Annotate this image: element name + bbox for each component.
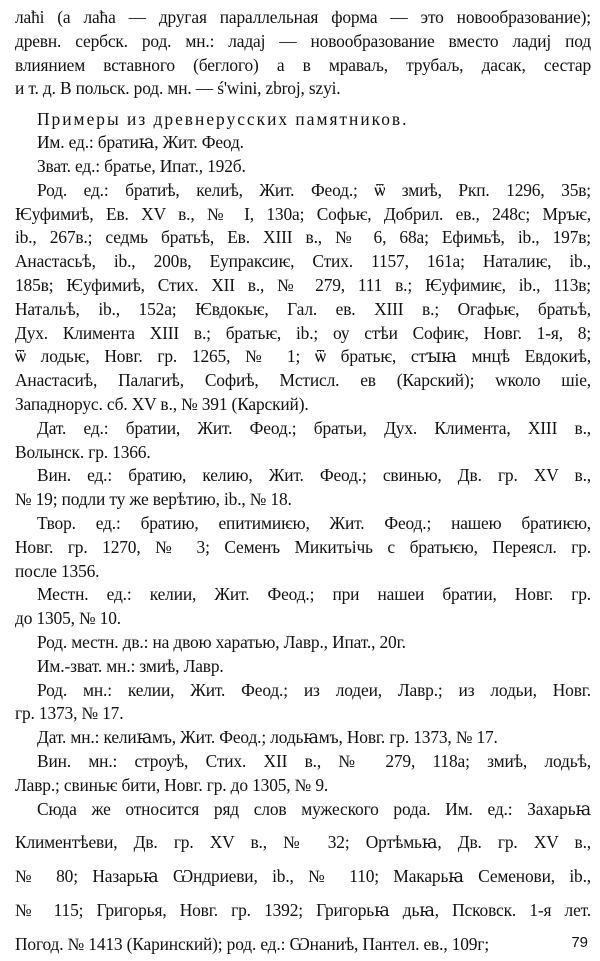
text-line: до 1305, № 10. [15,608,121,629]
intro-block [15,6,591,101]
text-line: Род. мн.: келии, Жит. Феод.; из лодеи, Лавр.; из лодьи, Новг. [37,679,591,700]
text-line: Род. местн. дв.: на двою харатью, Лавр., Ипат., 20г. [37,631,406,652]
example-paragraph [15,631,591,655]
text-line: Род. ед.: братиѣ, келиѣ, Жит. Феод.; ѿ змиѣ, Ркп. 1296, 35в; [37,179,591,200]
text-line: Вин. мн.: строуѣ, Стих. XII в., № 279, 118а; змиѣ, лодьѣ, [37,750,591,771]
text-line: Волынск. гр. 1366. [15,441,151,462]
examples-section [15,131,591,956]
text-line: Дат. ед.: братии, Жит. Феод.; братьи, Дух. Климента, XIII в., [37,417,591,438]
text-line: Ѥуфимиѣ, Ев. XV в., № I, 130а; Софьѥ, Добрил. ев., 248с; Мръѥ, [15,203,591,224]
example-paragraph [15,726,591,750]
text-line: Анастасьѣ, ib., 200в, Еупраксиѥ, Стих. 1157, 161а; Наталиѥ, ib., [15,251,591,272]
text-line: лаħі (а лаħа — другая параллельная форма — это новообразование); [15,7,591,27]
example-paragraph [15,750,591,798]
example-paragraph [15,464,591,512]
text-line: Местн. ед.: келии, Жит. Феод.; при нашеи братии, Новг. гр. [37,584,591,605]
text-line: Им. ед.: братиꙗ, Жит. Феод. [37,132,244,153]
text-line: № 19; подли ту же верѣтию, ib., № 18. [15,489,292,510]
example-paragraph [15,131,591,155]
text-line: Погод. № 1413 (Каринский); род. ед.: Ѡнаниѣ, Пантел. ев., 109г; [15,933,490,954]
example-paragraph [15,583,591,631]
text-line: Западнорус. сб. XV в., № 391 (Карский). [15,393,309,414]
example-paragraph [15,512,591,583]
text-line: Лавр.; свиньѥ бити, Новг. гр. до 1305, № 9. [15,774,329,795]
text-line: Сюда же относится ряд слов мужеского рода. Им. ед.: Захарьꙗ [37,798,591,819]
text-line: Новг. гр. 1270, № 3; Семенъ Микитьiчь с братьѥю, Переясл. гр. [15,536,591,557]
text-line: влиянием вставного (беглого) а в мраваљ, трубаљ, дасак, сестар [15,54,591,75]
text-line: Вин. ед.: братию, келию, Жит. Феод.; свинью, Дв. гр. XV в., [37,465,591,486]
text-line: и т. д. В польск. род. мн. — ś'wini, zbroj, szyi. [15,78,341,99]
text-line: № 80; Назарьꙗ Ѡндриеви, ib., № 110; Макарьꙗ Семенови, ib., [15,866,591,887]
text-line: Твор. ед.: братию, епитимиѥю, Жит. Феод.; нашею братиѥю, [37,512,591,533]
example-paragraph [15,417,591,465]
page-number: 79 [571,934,588,951]
text-line: Зват. ед.: братье, Ипат., 192б. [37,155,246,176]
text-line: Климентѣеви, Дв. гр. XV в., № 32; Ортѣмьꙗ, Дв. гр. XV в., [15,832,591,853]
text-line: после 1356. [15,560,100,581]
text-line: древн. сербск. род. мн.: ладај — новообразование вместо ладиј под [15,30,591,51]
example-paragraph [15,179,591,417]
text-line: Дух. Климента XIII в.; братьѥ, ib.; оу стѣи Софиѥ, Новг. 1-я, 8; [15,322,591,343]
text-line: Им.-зват. мн.: змиѣ, Лавр. [37,655,224,676]
example-paragraph [15,679,591,727]
text-line: ib., 267в.; седмь братьѣ, Ев. XIII в., № 6, 68а; Ефимьѣ, ib., 197в; [15,227,591,248]
section-heading: Примеры из древнерусских памятников. [37,109,409,130]
example-paragraph [15,655,591,679]
example-paragraph [15,155,591,179]
text-line: гр. 1373, № 17. [15,703,124,724]
text-line: Анастасиѣ, Палагиѣ, Софиѣ, Мстисл. ев (Карский); wколо шiе, [15,370,591,391]
text-line: № 115; Григорья, Новг. гр. 1392; Григорьꙗ дьꙗ, Псковск. 1-я лет. [15,899,591,920]
text-line: Дат. мн.: келиꙗмъ, Жит. Феод.; лодьꙗмъ, Новг. гр. 1373, № 17. [37,727,498,748]
example-paragraph [15,798,591,957]
text-line: 185в; Ѥуфимиѣ, Стих. XII в., № 279, 111 в.; Ѥуфимиѥ, ib., 113в; [15,274,591,295]
text-line: ѿ лодьѥ, Новг. гр. 1265, № 1; ѿ братьѥ, стꙑꙗ мнцѣ Евдокиѣ, [15,346,591,367]
text-line: Натальѣ, ib., 152а; Ѥвдокьѥ, Гал. ев. XIII в.; Огафьѥ, братьѣ, [15,298,591,319]
